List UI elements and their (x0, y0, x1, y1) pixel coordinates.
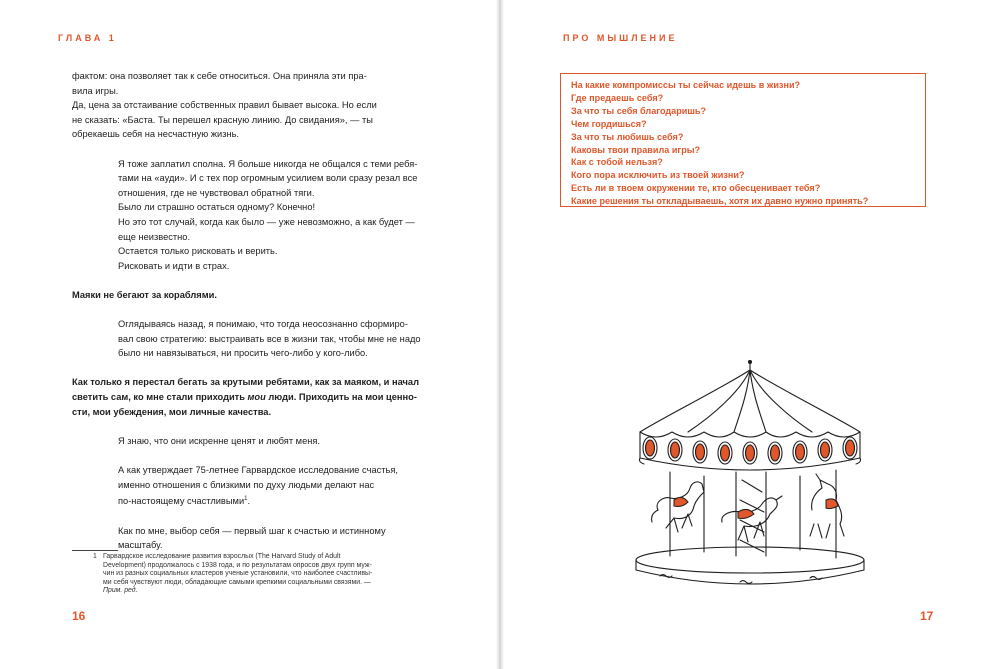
text-fragment: люди. Приходить на мои ценно- (265, 392, 417, 403)
footnote-line: Гарвардское исследование развития взрослых (The Harvard Study of Adult (103, 553, 341, 560)
left-body-text (72, 69, 444, 567)
question-item: Каковы твои правила игры? (571, 144, 701, 155)
text-line: именно отношения с близкими по духу людьми делают нас (118, 479, 375, 490)
footnote-line: Прим. ред. (103, 587, 138, 595)
text-line: вила игры. (72, 85, 119, 96)
running-head-left: ГЛАВА 1 (58, 33, 117, 43)
text-line: Как по мне, выбор себя — первый шаг к счастью и истинному (118, 525, 386, 536)
question-item: Какие решения ты откладываешь, хотя их давно нужно принять? (571, 196, 869, 207)
paragraph-5: Я знаю, что они искренне ценят и любят меня. (118, 435, 320, 446)
right-page (502, 0, 1000, 669)
running-head-right: ПРО МЫШЛЕНИЕ (563, 33, 678, 43)
paragraph-4-bold (72, 375, 444, 419)
questions-box (560, 73, 926, 207)
question-item: На какие компромиссы ты сейчас идешь в жизни? (571, 80, 801, 90)
question-item: Чем гордишься? (571, 118, 647, 129)
footnote-line: Development) продолжалось с 1938 года, и по результатам опросов двух групп муж- (103, 561, 372, 569)
paragraph-6 (72, 463, 444, 509)
text-line: Как только я перестал бегать за крутыми ребятами, как за маяком, и начал (72, 377, 419, 388)
footnote-line: чин из разных социальных кластеров ученые установили, что наиболее счастливы- (103, 570, 373, 578)
text-fragment: . (247, 496, 251, 507)
text-line: по-настоящему счастливыми (118, 496, 245, 507)
text-line: тами на «ауди». И с тех пор огромным усилием воли сразу резал все (118, 173, 418, 184)
emphasis: мои (247, 392, 266, 403)
paragraph-3 (72, 317, 444, 361)
question-item: Есть ли в твоем окружении те, кто обесценивает тебя? (571, 183, 821, 194)
text-line: не сказать: «Баста. Ты перешел красную линию. До свидания», — ты (72, 114, 373, 125)
text-line: Оглядываясь назад, я понимаю, что тогда неосознанно сформиро- (118, 319, 408, 330)
text-line: обрекаешь себя на несчастную жизнь. (72, 129, 240, 140)
left-page (0, 0, 498, 669)
paragraph-1 (72, 69, 444, 142)
text-line: А как утверждает 75-летнее Гарвардское исследование счастья, (118, 465, 398, 476)
page-number-left: 16 (72, 609, 86, 623)
question-item: Как с тобой нельзя? (571, 157, 663, 168)
text-line: Рисковать и идти в страх. (118, 260, 230, 271)
text-line: Но это тот случай, когда как было — уже невозможно, а как будет — (118, 216, 415, 227)
text-line: сти, мои убеждения, мои личные качества. (72, 406, 272, 417)
text-line: Я тоже заплатил сполна. Я больше никогда не общался с теми ребя- (118, 158, 418, 169)
footnote-line: ми себя чувствуют люди, обладающие самыми крепкими социальными связями. — (103, 578, 371, 586)
text-line: Остается только рисковать и верить. (118, 246, 278, 257)
paragraph-2 (72, 157, 444, 274)
question-item: Где предаешь себя? (571, 92, 664, 103)
footnote-divider (72, 550, 118, 551)
text-line: фактом: она позволяет так к себе относиться. Она приняла эти пра- (72, 71, 367, 81)
text-fragment: светить сам, ко мне стали приходить (72, 392, 248, 403)
text-line: Да, цена за отстаивание собственных правил бывает высока. Но если (72, 100, 377, 111)
question-item: За что ты себя благодаришь? (571, 105, 707, 116)
question-item: Кого пора исключить из твоей жизни? (571, 170, 745, 181)
carousel-illustration (630, 360, 870, 592)
text-line: отношения, где не чувствовал обратной тяги. (118, 187, 315, 198)
text-line: Было ли страшно остаться одному? Конечно! (118, 202, 316, 213)
paragraph-7 (72, 524, 444, 553)
footnote-ref[interactable]: 1 (244, 496, 248, 503)
footnote-mark: 1 (93, 553, 97, 560)
text-line: еще неизвестно. (118, 231, 191, 242)
text-line: было ни навязываться, ни просить чего-либо у кого-либо. (118, 348, 368, 359)
question-item: За что ты любишь себя? (571, 131, 684, 142)
text-line: вал свою стратегию: выстраивать все в жизни так, чтобы мне не надо (118, 333, 421, 344)
section-heading: Маяки не бегают за кораблями. (72, 289, 217, 300)
footnote (93, 553, 445, 596)
page-number-right: 17 (920, 609, 934, 623)
text-line: масштабу. (118, 540, 163, 551)
